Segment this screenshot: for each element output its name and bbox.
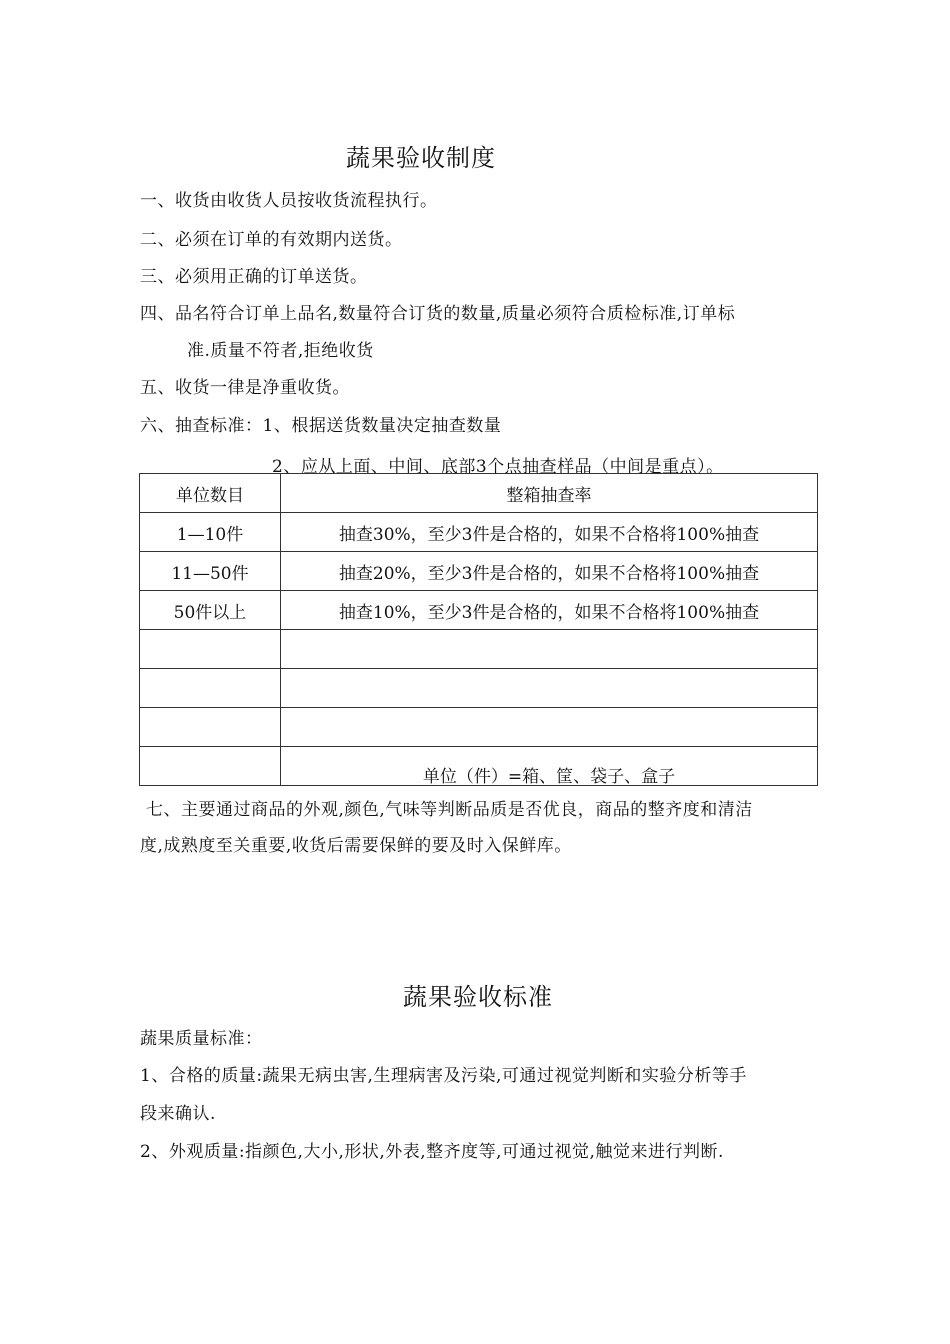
table-cell-rate <box>281 630 818 669</box>
table-cell-units <box>140 708 281 747</box>
sampling-rate-table <box>139 473 818 786</box>
standard-line-1: 1、合格的质量:蔬果无病虫害,生理病害及污染,可通过视觉判断和实验分析等手 <box>140 1066 747 1086</box>
table-cell-units: 11—50件 <box>140 552 281 591</box>
policy-item-3: 三、必须用正确的订单送货。 <box>140 267 368 287</box>
standard-line-2: 2、外观质量:指颜色,大小,形状,外表,整齐度等,可通过视觉,触觉来进行判断. <box>140 1142 724 1162</box>
policy-item-4-cont: 准.质量不符者,拒绝收货 <box>187 341 374 361</box>
table-cell-units: 1—10件 <box>140 513 281 552</box>
policy-item-7: 七、主要通过商品的外观,颜色,气味等判断品质是否优良，商品的整齐度和清洁 <box>146 800 753 820</box>
table-cell-units <box>140 747 281 786</box>
table-cell-units <box>140 630 281 669</box>
table-row <box>140 669 818 708</box>
table-cell-units <box>140 669 281 708</box>
policy-item-6: 六、抽查标准：1、根据送货数量决定抽查数量 <box>140 416 502 436</box>
header-unit-count: 单位数目 <box>140 474 281 513</box>
table-header-row <box>140 474 818 513</box>
table-row <box>140 552 818 591</box>
table-row <box>140 630 818 669</box>
policy-title: 蔬果验收制度 <box>346 144 496 172</box>
table-cell-units: 50件以上 <box>140 591 281 630</box>
table-row <box>140 747 818 786</box>
header-sampling-rate: 整箱抽查率 <box>281 474 818 513</box>
policy-item-6-sub: 2、应从上面、中间、底部3个点抽查样品（中间是重点）。 <box>272 457 724 477</box>
policy-item-4: 四、品名符合订单上品名,数量符合订货的数量,质量必须符合质检标准,订单标 <box>140 304 736 324</box>
table-unit-note: 单位（件）=箱、筐、袋子、盒子 <box>281 747 818 786</box>
policy-item-5: 五、收货一律是净重收货。 <box>140 378 350 398</box>
table-cell-rate: 抽查10%，至少3件是合格的，如果不合格将100%抽查 <box>281 591 818 630</box>
standard-intro: 蔬果质量标准： <box>140 1029 263 1049</box>
table-cell-rate <box>281 708 818 747</box>
policy-item-7-cont: 度,成熟度至关重要,收货后需要保鲜的要及时入保鲜库。 <box>140 836 572 856</box>
standard-title: 蔬果验收标准 <box>403 983 553 1011</box>
table-row <box>140 513 818 552</box>
table-row <box>140 591 818 630</box>
policy-item-1: 一、收货由收货人员按收货流程执行。 <box>140 191 438 211</box>
table-row <box>140 708 818 747</box>
standard-line-1-cont: 段来确认. <box>140 1104 216 1124</box>
table-cell-rate: 抽查30%，至少3件是合格的，如果不合格将100%抽查 <box>281 513 818 552</box>
table-cell-rate: 抽查20%，至少3件是合格的，如果不合格将100%抽查 <box>281 552 818 591</box>
table-cell-rate <box>281 669 818 708</box>
policy-item-2: 二、必须在订单的有效期内送货。 <box>140 230 403 250</box>
